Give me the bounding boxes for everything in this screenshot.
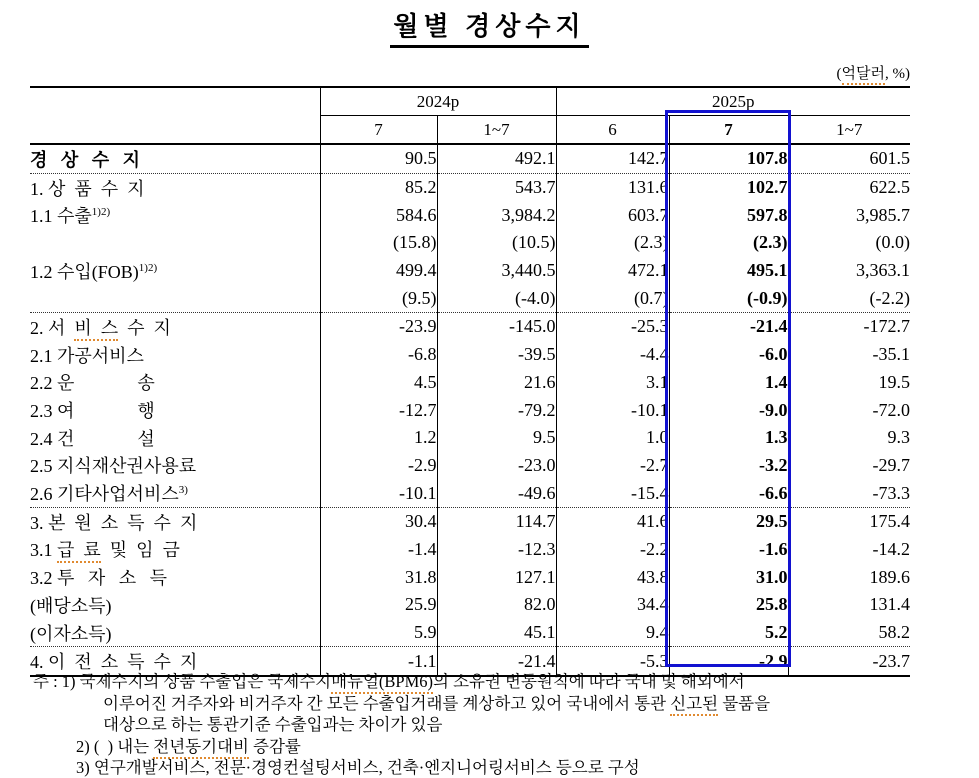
row-label [30, 452, 320, 480]
footnote-superscript: 1)2) [138, 261, 158, 274]
header-group-2025p: 2025p [556, 87, 910, 116]
cell-value: -10.1 [556, 396, 669, 424]
cell-value: 603.7 [556, 201, 669, 229]
table-row [30, 396, 910, 424]
cell-value: -172.7 [788, 313, 910, 341]
table-row [30, 424, 910, 452]
cell-value: -6.6 [669, 479, 788, 507]
cell-value: 5.2 [669, 619, 788, 647]
row-label [30, 369, 320, 397]
cell-value: -72.0 [872, 399, 911, 420]
cell-value: 82.0 [437, 591, 556, 619]
row-label [30, 284, 320, 312]
text-segment: 증감률 [248, 736, 301, 756]
table-row [30, 507, 910, 535]
text-segment: 4. 이 전 소 득 수 지 [30, 652, 198, 673]
spellcheck-underline-text: 신고된 [670, 694, 718, 716]
cell-value: -79.2 [437, 396, 556, 424]
header-group-row [30, 87, 910, 116]
text-segment: 3. 본 원 소 득 수 지 [30, 512, 198, 533]
cell-value: -14.2 [872, 538, 911, 559]
row-label [30, 144, 320, 173]
text-segment: 2.3 여 행 [30, 401, 155, 422]
row-label [30, 563, 320, 591]
title-wrap [0, 6, 979, 48]
spellcheck-underline-text: 엔지니어링서비스 [424, 758, 552, 778]
cell-value: 127.1 [437, 563, 556, 591]
row-label [30, 507, 320, 535]
text-segment: 대상으로 하는 통관기준 수출입과는 차이가 있음 [103, 715, 443, 735]
footnotes [33, 671, 973, 778]
cell-value: -2.9 [320, 452, 437, 480]
cell-value: 3.1 [556, 369, 669, 397]
cell-value: -23.7 [788, 647, 910, 676]
cell-value: -2.7 [556, 452, 669, 480]
footnote-line [103, 714, 973, 736]
text-segment: 2.4 건 설 [30, 428, 155, 449]
table-row [30, 173, 910, 201]
header-col-2025-jul: 7 [669, 116, 788, 145]
row-label [30, 257, 320, 285]
cell-value: (2.3) [669, 229, 788, 257]
table-row [30, 479, 910, 507]
cell-value: 19.5 [878, 371, 911, 392]
row-label [30, 173, 320, 201]
spellcheck-underline-text: 매뉴얼(BPM6) [331, 672, 433, 694]
cell-value: -39.5 [437, 341, 556, 369]
footnote-line [103, 693, 973, 715]
cell-value: 85.2 [320, 173, 437, 201]
cell-value: 601.5 [869, 148, 911, 169]
footnote-line [33, 671, 973, 693]
footnote-line [76, 736, 973, 758]
cell-value: -6.0 [669, 341, 788, 369]
row-label [30, 424, 320, 452]
cell-value: 3,984.2 [437, 201, 556, 229]
cell-value: 543.7 [437, 173, 556, 201]
text-segment: 주 : 1) 국제수지의 상품 수출입은 국제수지 [33, 672, 332, 691]
table-row [30, 619, 910, 647]
cell-value: 90.5 [320, 144, 437, 173]
text-segment: 1. 상 품 수 지 [30, 178, 145, 199]
cell-value: (15.8) [320, 229, 437, 257]
row-label [30, 619, 320, 647]
cell-value: -12.3 [437, 536, 556, 564]
cell-value: 114.7 [437, 507, 556, 535]
table-row [30, 229, 910, 257]
cell-value: 499.4 [320, 257, 437, 285]
table-row [30, 591, 910, 619]
text-segment: 1.1 수출 [30, 206, 92, 227]
text-segment: 2) ( ) 내는 [76, 736, 154, 756]
text-segment: ( [836, 66, 842, 82]
text-segment: 1.2 수입(FOB) [30, 261, 139, 282]
cell-value: (2.3) [556, 229, 669, 257]
cell-value: -5.3 [556, 647, 669, 676]
header-corner-cell [30, 87, 320, 144]
cell-value: 102.7 [669, 173, 788, 201]
cell-value: 3,363.1 [856, 260, 911, 281]
text-segment: 3.2 투 자 소 득 [30, 568, 168, 589]
cell-value: 622.5 [788, 173, 910, 201]
cell-value: -2.2 [556, 536, 669, 564]
text-segment: 2.6 기타사업서비스 [30, 484, 179, 505]
table-row [30, 563, 910, 591]
row-label [30, 396, 320, 424]
footnote-line [76, 757, 973, 778]
spellcheck-underline-text: 억달러 [842, 66, 885, 85]
cell-value: -4.4 [556, 341, 669, 369]
cell-value: 1.3 [669, 424, 788, 452]
cell-value: (9.5) [320, 284, 437, 312]
spellcheck-underline-text: 전년동기대비 [153, 737, 249, 759]
cell-value: -21.4 [437, 647, 556, 676]
table-row [30, 452, 910, 480]
cell-value: 21.6 [437, 369, 556, 397]
cell-value: -23.0 [437, 452, 556, 480]
table-row [30, 341, 910, 369]
cell-value: 472.1 [556, 257, 669, 285]
cell-value: 495.1 [669, 257, 788, 285]
cell-value: (10.5) [437, 229, 556, 257]
text-segment: 수 지 [118, 317, 171, 338]
cell-value: 1.0 [556, 424, 669, 452]
cell-value: 45.1 [437, 619, 556, 647]
text-segment: 2.5 지식재산권사용료 [30, 456, 197, 477]
text-segment: 3.1 [30, 540, 57, 561]
cell-value: 41.6 [556, 507, 669, 535]
table-row [30, 144, 910, 173]
cell-value: (-4.0) [437, 284, 556, 312]
table-header [30, 87, 910, 144]
text-segment: 등으로 구성 [551, 758, 640, 778]
cell-value: -2.9 [669, 647, 788, 676]
cell-value: -21.4 [669, 313, 788, 341]
cell-value: 584.6 [320, 201, 437, 229]
cell-value: 175.4 [788, 507, 910, 535]
cell-value: 30.4 [320, 507, 437, 535]
cell-value: -12.7 [320, 396, 437, 424]
current-account-table [30, 86, 910, 677]
cell-value: 189.6 [869, 566, 911, 587]
cell-value: -145.0 [437, 313, 556, 341]
cell-value: -1.4 [320, 536, 437, 564]
cell-value: -6.8 [320, 341, 437, 369]
cell-value: 25.9 [320, 591, 437, 619]
text-segment: 3) [76, 758, 94, 778]
text-segment: 이루어진 거주자와 비거주자 간 모든 수출입거래를 계상하고 있어 국내에서 통관 [103, 693, 671, 713]
table-row [30, 536, 910, 564]
spellcheck-underline-text: 급 료 [57, 540, 101, 563]
table-row [30, 257, 910, 285]
table-row [30, 201, 910, 229]
cell-value: 1.4 [669, 369, 788, 397]
cell-value: 31.0 [669, 563, 788, 591]
header-col-2024-jul: 7 [320, 116, 437, 145]
cell-value: -73.3 [872, 482, 911, 503]
cell-value: 3,985.7 [856, 204, 911, 225]
header-col-2024-jan-jul: 1~7 [437, 116, 556, 145]
cell-value: 9.3 [887, 427, 911, 448]
cell-value: 1.2 [320, 424, 437, 452]
text-segment: 및 임 금 [100, 540, 180, 561]
text-segment: 2.2 운 송 [30, 373, 155, 394]
cell-value: -10.1 [320, 479, 437, 507]
unit-label [30, 62, 910, 83]
cell-value: -29.7 [872, 454, 911, 475]
cell-value: 25.8 [669, 591, 788, 619]
text-segment: 2.1 가공서비스 [30, 345, 144, 366]
row-label [30, 536, 320, 564]
cell-value: -9.0 [669, 396, 788, 424]
table-row [30, 313, 910, 341]
text-segment: (배당소득) [30, 595, 112, 616]
cell-value: 3,440.5 [437, 257, 556, 285]
spellcheck-underline-text: 비 스 [74, 318, 118, 341]
cell-value: 4.5 [320, 369, 437, 397]
row-label [30, 479, 320, 507]
cell-value: -23.9 [320, 313, 437, 341]
spellcheck-underline-text: 연구개발서비스 [94, 758, 206, 778]
cell-value: -49.6 [437, 479, 556, 507]
cell-value: 597.8 [669, 201, 788, 229]
row-label [30, 591, 320, 619]
row-label [30, 341, 320, 369]
text-segment: , %) [885, 66, 910, 82]
cell-value: 131.4 [869, 594, 911, 615]
header-col-2025-jan-jul: 1~7 [788, 116, 910, 145]
cell-value: -15.4 [556, 479, 669, 507]
cell-value: 492.1 [437, 144, 556, 173]
row-label [30, 229, 320, 257]
cell-value: 29.5 [669, 507, 788, 535]
cell-value: -25.3 [556, 313, 669, 341]
cell-value: 9.5 [437, 424, 556, 452]
cell-value: 131.6 [556, 173, 669, 201]
cell-value: 142.7 [556, 144, 669, 173]
cell-value: (0.7) [556, 284, 669, 312]
table-body [30, 144, 910, 676]
text-segment: 물품을 [718, 693, 771, 713]
table-row [30, 284, 910, 312]
cell-value: (0.0) [875, 232, 911, 253]
cell-value: -1.1 [320, 647, 437, 676]
cell-value: -1.6 [669, 536, 788, 564]
cell-value: 5.9 [320, 619, 437, 647]
row-label [30, 313, 320, 341]
cell-value: 107.8 [669, 144, 788, 173]
text-segment: (이자소득) [30, 623, 112, 644]
cell-value: -35.1 [872, 344, 911, 365]
row-label [30, 201, 320, 229]
text-segment: 경 상 수 지 [30, 149, 141, 170]
cell-value: 31.8 [320, 563, 437, 591]
cell-value: (-2.2) [869, 287, 911, 308]
cell-value: -3.2 [669, 452, 788, 480]
text-segment: 2. 서 [30, 317, 75, 338]
footnote-superscript: 1)2) [91, 206, 111, 219]
cell-value: 9.4 [556, 619, 669, 647]
table-row [30, 369, 910, 397]
header-col-2025-jun: 6 [556, 116, 669, 145]
page-title: 월별 경상수지 [390, 6, 588, 48]
cell-value: (-0.9) [669, 284, 788, 312]
text-segment: , 전문·경영컨설팅서비스, 건축· [205, 758, 425, 778]
cell-value: 58.2 [878, 622, 911, 643]
text-segment: 의 소유권 변동원칙에 따라 국내 및 해외에서 [433, 672, 745, 691]
header-group-2024p: 2024p [320, 87, 556, 116]
cell-value: 43.8 [556, 563, 669, 591]
cell-value: 34.4 [556, 591, 669, 619]
footnote-superscript: 3) [178, 484, 188, 497]
